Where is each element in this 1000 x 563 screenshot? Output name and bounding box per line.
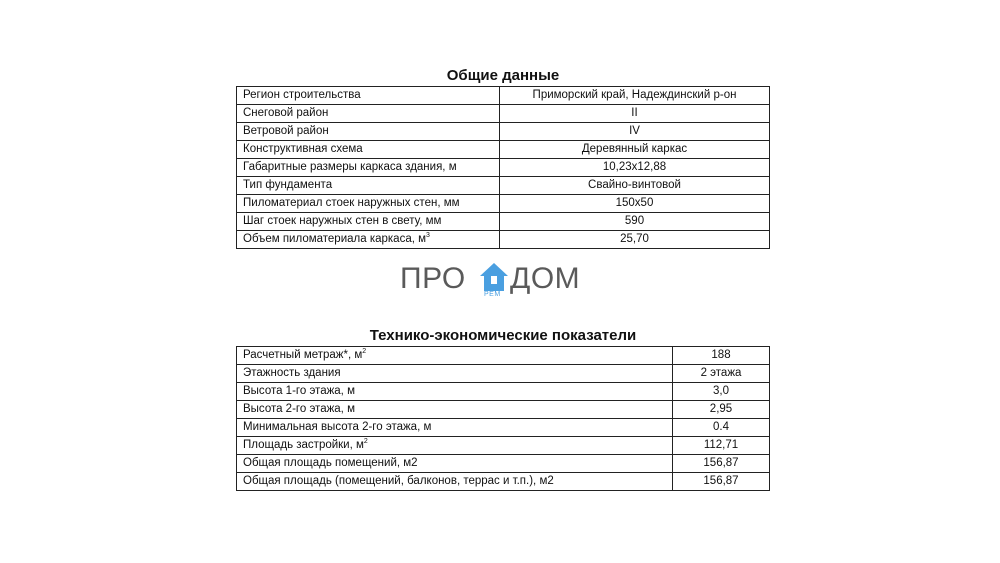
table-row <box>237 365 770 383</box>
row-label: Габаритные размеры каркаса здания, м <box>237 159 500 177</box>
table-row <box>237 123 770 141</box>
row-value: 2,95 <box>673 401 770 419</box>
row-value: 156,87 <box>673 473 770 491</box>
table-row <box>237 383 770 401</box>
row-value: Свайно-винтовой <box>500 177 770 195</box>
general-data-table <box>236 86 770 249</box>
row-label: Этажность здания <box>237 365 673 383</box>
row-value: 112,71 <box>673 437 770 455</box>
row-label-text: Площадь застройки, м <box>243 439 364 451</box>
row-value: 25,70 <box>500 231 770 249</box>
table-row <box>237 231 770 249</box>
row-label: Снеговой район <box>237 105 500 123</box>
unit-superscript: 2 <box>363 438 368 446</box>
table-row <box>237 419 770 437</box>
row-value: 156,87 <box>673 455 770 473</box>
row-label: Пиломатериал стоек наружных стен, мм <box>237 195 500 213</box>
indicators-table <box>236 346 770 491</box>
logo-text-left: ПРО <box>400 262 466 295</box>
row-label <box>237 437 673 455</box>
row-label: Минимальная высота 2-го этажа, м <box>237 419 673 437</box>
row-label: Ветровой район <box>237 123 500 141</box>
row-value: Приморский край, Надеждинский р-он <box>500 87 770 105</box>
logo-text-right: ДОМ <box>510 262 581 295</box>
row-label: Высота 1-го этажа, м <box>237 383 673 401</box>
row-label <box>237 347 673 365</box>
row-label: Общая площадь (помещений, балконов, террас и т.п.), м2 <box>237 473 673 491</box>
row-value: Деревянный каркас <box>500 141 770 159</box>
table-row <box>237 455 770 473</box>
row-label-text: Объем пиломатериала каркаса, м <box>243 233 427 245</box>
table-row <box>237 177 770 195</box>
row-label-text: Расчетный метраж*, м <box>243 349 363 361</box>
table-row <box>237 437 770 455</box>
row-value: 188 <box>673 347 770 365</box>
table-row <box>237 105 770 123</box>
row-value: 2 этажа <box>673 365 770 383</box>
table-row <box>237 141 770 159</box>
row-value: 3,0 <box>673 383 770 401</box>
row-value: 10,23x12,88 <box>500 159 770 177</box>
table-row <box>237 159 770 177</box>
pro-dom-logo <box>400 260 600 300</box>
general-data-title: Общие данные <box>446 67 560 84</box>
row-label: Общая площадь помещений, м2 <box>237 455 673 473</box>
table-row <box>237 213 770 231</box>
row-value: IV <box>500 123 770 141</box>
table-row <box>237 195 770 213</box>
row-value: 590 <box>500 213 770 231</box>
table-row <box>237 401 770 419</box>
table-row <box>237 473 770 491</box>
row-value: II <box>500 105 770 123</box>
row-label <box>237 231 500 249</box>
row-label: Высота 2-го этажа, м <box>237 401 673 419</box>
row-value: 150x50 <box>500 195 770 213</box>
unit-superscript: 3 <box>426 232 430 240</box>
row-label: Шаг стоек наружных стен в свету, мм <box>237 213 500 231</box>
row-label: Тип фундамента <box>237 177 500 195</box>
logo-text-small: РЕМ <box>484 291 501 298</box>
row-value: 0.4 <box>673 419 770 437</box>
row-label: Конструктивная схема <box>237 141 500 159</box>
row-label: Регион строительства <box>237 87 500 105</box>
table-row <box>237 87 770 105</box>
unit-superscript: 2 <box>362 348 367 356</box>
table-row <box>237 347 770 365</box>
indicators-title: Технико-экономические показатели <box>369 327 637 344</box>
